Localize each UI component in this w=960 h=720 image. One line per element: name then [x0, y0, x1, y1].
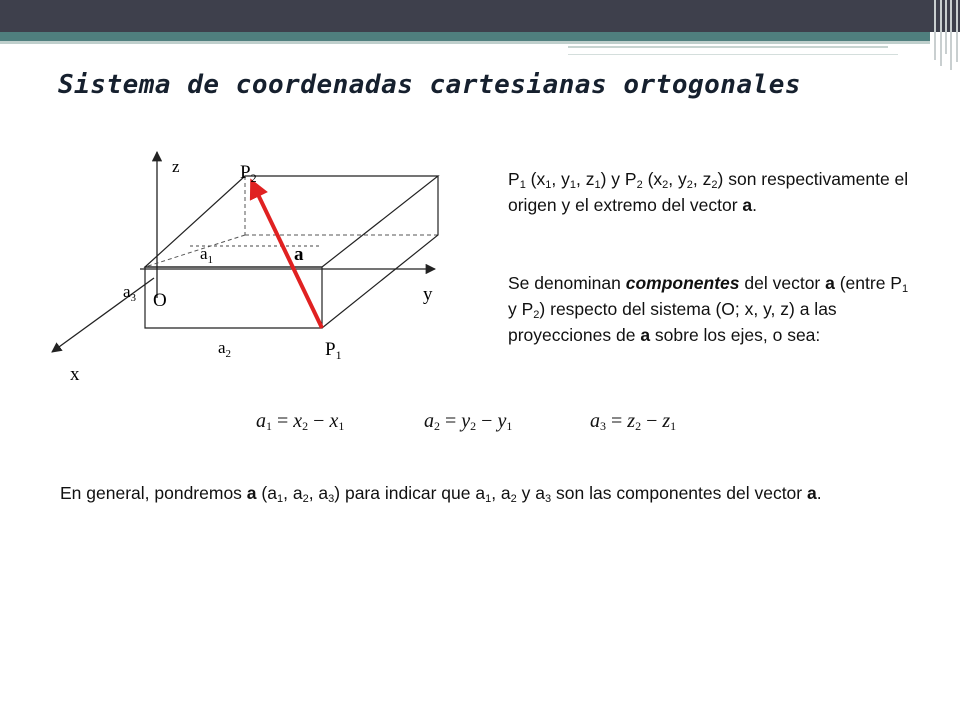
header-subline-short: [568, 54, 898, 55]
header-vertical-lines: [930, 0, 960, 70]
component-formulas: [256, 410, 736, 440]
coordinate-figure: [40, 140, 460, 390]
header-subline: [0, 41, 930, 44]
axis-y-label: y: [423, 284, 433, 305]
component-a2-label: $a_2$: [218, 338, 232, 360]
box-right-edge: [322, 176, 438, 328]
component-a1-label: $a_1$: [200, 244, 214, 266]
box-hidden-edge: [145, 235, 245, 267]
paragraph-components: Se denominan componentes del vector a (entre $P_1$ y $P_2$) respecto del sistema (O; x, y, z) a las proyecciones de a sobre los ejes, o sea:: [508, 273, 909, 345]
origin-label: O: [153, 290, 167, 311]
vector-box-diagram: [40, 140, 460, 390]
formula-a3: $a_3 = z_2 - z_1$: [590, 410, 677, 433]
point-p2-label: $P_2$: [240, 162, 257, 185]
x-axis: [52, 278, 154, 352]
page-title: Sistema de coordenadas cartesianas ortogonales: [58, 70, 802, 100]
axis-z-label: z: [172, 157, 180, 176]
point-p1-label: $P_1$: [325, 339, 342, 362]
component-a3-label: $a_3$: [123, 282, 137, 304]
axis-x-label: x: [70, 364, 80, 385]
vector-a-label: a: [294, 244, 304, 265]
paragraph-general: En general, pondremos a ($a_1$, $a_2$, $a_3$) para indicar que $a_1$, $a_2$ y $a_3$ son las componentes del vector a.: [60, 483, 822, 505]
header-bar: [0, 0, 960, 32]
formula-a2: $a_2 = y_2 - y_1$: [424, 410, 513, 433]
paragraph-points: $P_1$ ($x_1$, $y_1$, $z_1$) y $P_2$ ($x_2$, $y_2$, $z_2$) son respectivamente el origen y el extremo del vector a.: [508, 169, 909, 215]
vector-a-arrow: [252, 182, 322, 328]
header-accent-stripe: [0, 32, 930, 41]
formula-a1: $a_1 = x_2 - x_1$: [256, 410, 345, 433]
header-subline-short: [568, 46, 888, 48]
